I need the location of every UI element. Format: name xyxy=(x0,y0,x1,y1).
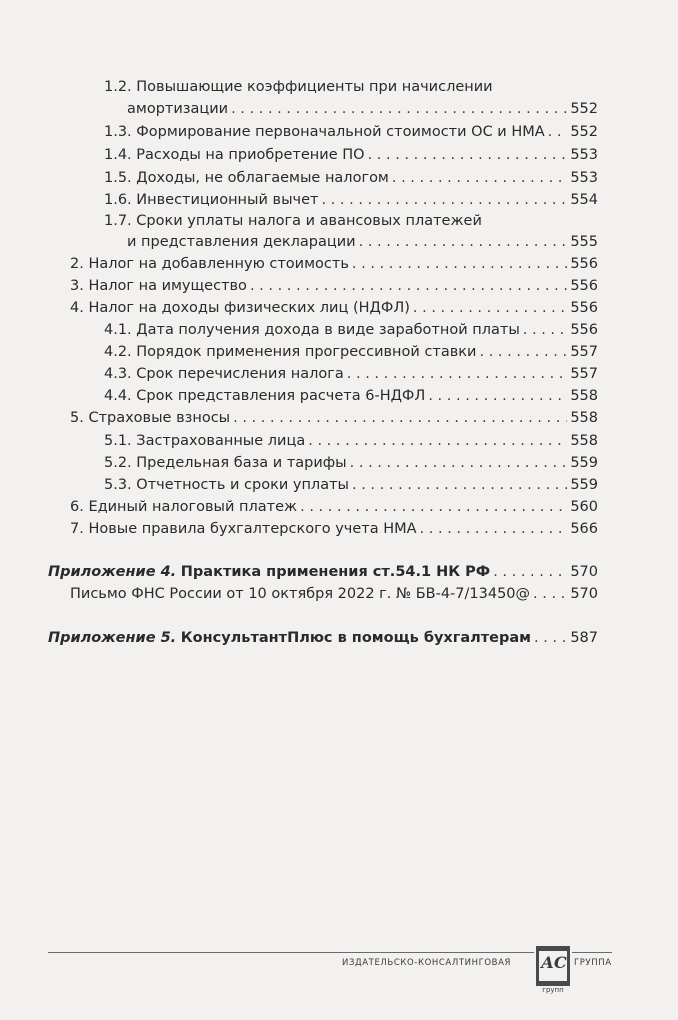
toc-entry-1-5[interactable] xyxy=(104,168,598,188)
leader-dots xyxy=(493,562,567,582)
toc-page-number: 556 xyxy=(570,300,598,316)
toc-entry-text: 3. Налог на имущество xyxy=(70,278,247,294)
leader-dots xyxy=(420,519,568,539)
publisher-logo xyxy=(536,946,570,986)
toc-entry-1-2[interactable] xyxy=(127,99,598,119)
leader-dots xyxy=(359,232,568,252)
leader-dots xyxy=(392,168,567,188)
toc-entry-3[interactable] xyxy=(70,276,598,296)
toc-page-number: 558 xyxy=(570,388,598,404)
toc-entry-text: 5.1. Застрахованные лица xyxy=(104,433,306,449)
toc-entry-text: 1.4. Расходы на приобретение ПО xyxy=(104,147,365,163)
toc-entry-4[interactable] xyxy=(70,298,598,318)
leader-dots xyxy=(534,628,567,648)
toc-entry-5[interactable] xyxy=(70,408,598,428)
toc-page-number: 560 xyxy=(570,499,598,515)
toc-entry-1-4[interactable] xyxy=(104,145,598,165)
toc-entry-4-4[interactable] xyxy=(104,386,598,406)
footer-divider-right xyxy=(572,952,612,953)
toc-page-number: 587 xyxy=(570,630,598,646)
toc-page-number: 555 xyxy=(570,234,598,250)
toc-entry-text: 4.4. Срок представления расчета 6-НДФЛ xyxy=(104,388,426,404)
toc-entry-text: 6. Единый налоговый платеж xyxy=(70,499,298,515)
appendix-label: Приложение 5. xyxy=(48,630,177,646)
toc-page-number: 557 xyxy=(570,366,598,382)
leader-dots xyxy=(350,453,568,473)
toc-entry-text: амортизации xyxy=(127,101,229,117)
leader-dots xyxy=(233,408,567,428)
footer-group: ГРУППА xyxy=(574,958,612,968)
toc-entry-4-2[interactable] xyxy=(104,342,598,362)
toc-page-number: 556 xyxy=(570,278,598,294)
toc-entry-4-3[interactable] xyxy=(104,364,598,384)
toc-entry-text: и представления декларации xyxy=(127,234,356,250)
toc-entry-1-7[interactable] xyxy=(127,232,598,252)
toc-entry-text: 7. Новые правила бухгалтерского учета НМА xyxy=(70,521,417,537)
leader-dots xyxy=(347,364,568,384)
appendix-title: Практика применения ст.54.1 НК РФ xyxy=(180,564,491,580)
toc-page-number: 558 xyxy=(570,433,598,449)
toc-appendix-4[interactable] xyxy=(48,562,598,582)
leader-dots xyxy=(300,497,567,517)
toc-page-number: 553 xyxy=(570,170,598,186)
appendix-label: Приложение 4. xyxy=(48,564,177,580)
logo-letters: АС xyxy=(541,953,567,972)
toc-entry-text: 5. Страховые взносы xyxy=(70,410,231,426)
toc-entry-text: 5.3. Отчетность и сроки уплаты xyxy=(104,477,349,493)
toc-entry-text: 1.5. Доходы, не облагаемые налогом xyxy=(104,170,389,186)
toc-page-number: 559 xyxy=(570,455,598,471)
toc-page-number: 553 xyxy=(570,147,598,163)
toc-page-number: 554 xyxy=(570,192,598,208)
footer-publisher: ИЗДАТЕЛЬСКО-КОНСАЛТИНГОВАЯ xyxy=(342,958,512,968)
toc-entry-1-2-line1: 1.2. Повышающие коэффициенты при начислении xyxy=(104,79,493,95)
leader-dots xyxy=(321,190,567,210)
logo-caption: групп xyxy=(542,986,564,994)
toc-entry-4-1[interactable] xyxy=(104,320,598,340)
toc-entry-1-3[interactable] xyxy=(104,122,598,142)
appendix-title: КонсультантПлюс в помощь бухгалтерам xyxy=(180,630,531,646)
leader-dots xyxy=(413,298,567,318)
toc-page-number: 552 xyxy=(570,101,598,117)
toc-entry-text: 1.3. Формирование первоначальной стоимости ОС и НМА xyxy=(104,124,545,140)
toc-entry-text: 1.6. Инвестиционный вычет xyxy=(104,192,319,208)
leader-dots xyxy=(352,254,567,274)
toc-entry-text: 4.1. Дата получения дохода в виде заработной платы xyxy=(104,322,520,338)
toc-page-number: 570 xyxy=(570,586,598,602)
leader-dots xyxy=(479,342,567,362)
toc-entry-1-7-line1: 1.7. Сроки уплаты налога и авансовых платежей xyxy=(104,213,482,229)
toc-page-number: 557 xyxy=(570,344,598,360)
toc-page-number: 556 xyxy=(570,322,598,338)
toc-entry-7[interactable] xyxy=(70,519,598,539)
toc-entry-1-6[interactable] xyxy=(104,190,598,210)
leader-dots xyxy=(548,122,568,142)
footer-divider xyxy=(48,952,534,953)
toc-entry-text: 2. Налог на добавленную стоимость xyxy=(70,256,349,272)
toc-entry-6[interactable] xyxy=(70,497,598,517)
toc-entry-text: 4.3. Срок перечисления налога xyxy=(104,366,344,382)
toc-page-number: 556 xyxy=(570,256,598,272)
toc-entry-5-3[interactable] xyxy=(104,475,598,495)
leader-dots xyxy=(523,320,568,340)
leader-dots xyxy=(231,99,567,119)
toc-letter-fns[interactable] xyxy=(70,584,598,604)
toc-page-number: 558 xyxy=(570,410,598,426)
toc-entry-2[interactable] xyxy=(70,254,598,274)
leader-dots xyxy=(250,276,567,296)
toc-page-number: 552 xyxy=(570,124,598,140)
toc-page-number: 559 xyxy=(570,477,598,493)
leader-dots xyxy=(352,475,567,495)
toc-entry-5-1[interactable] xyxy=(104,431,598,451)
toc-entry-text: Письмо ФНС России от 10 октября 2022 г. № БВ-4-7/13450@ xyxy=(70,586,531,602)
toc-entry-text: 4.2. Порядок применения прогрессивной ставки xyxy=(104,344,477,360)
leader-dots xyxy=(308,431,567,451)
toc-entry-text: 5.2. Предельная база и тарифы xyxy=(104,455,347,471)
toc-page-number: 570 xyxy=(570,564,598,580)
toc-appendix-5[interactable] xyxy=(48,628,598,648)
toc-entry-text: 4. Налог на доходы физических лиц (НДФЛ) xyxy=(70,300,410,316)
leader-dots xyxy=(428,386,567,406)
leader-dots xyxy=(368,145,568,165)
toc-page-number: 566 xyxy=(570,521,598,537)
leader-dots xyxy=(533,584,567,604)
toc-entry-5-2[interactable] xyxy=(104,453,598,473)
